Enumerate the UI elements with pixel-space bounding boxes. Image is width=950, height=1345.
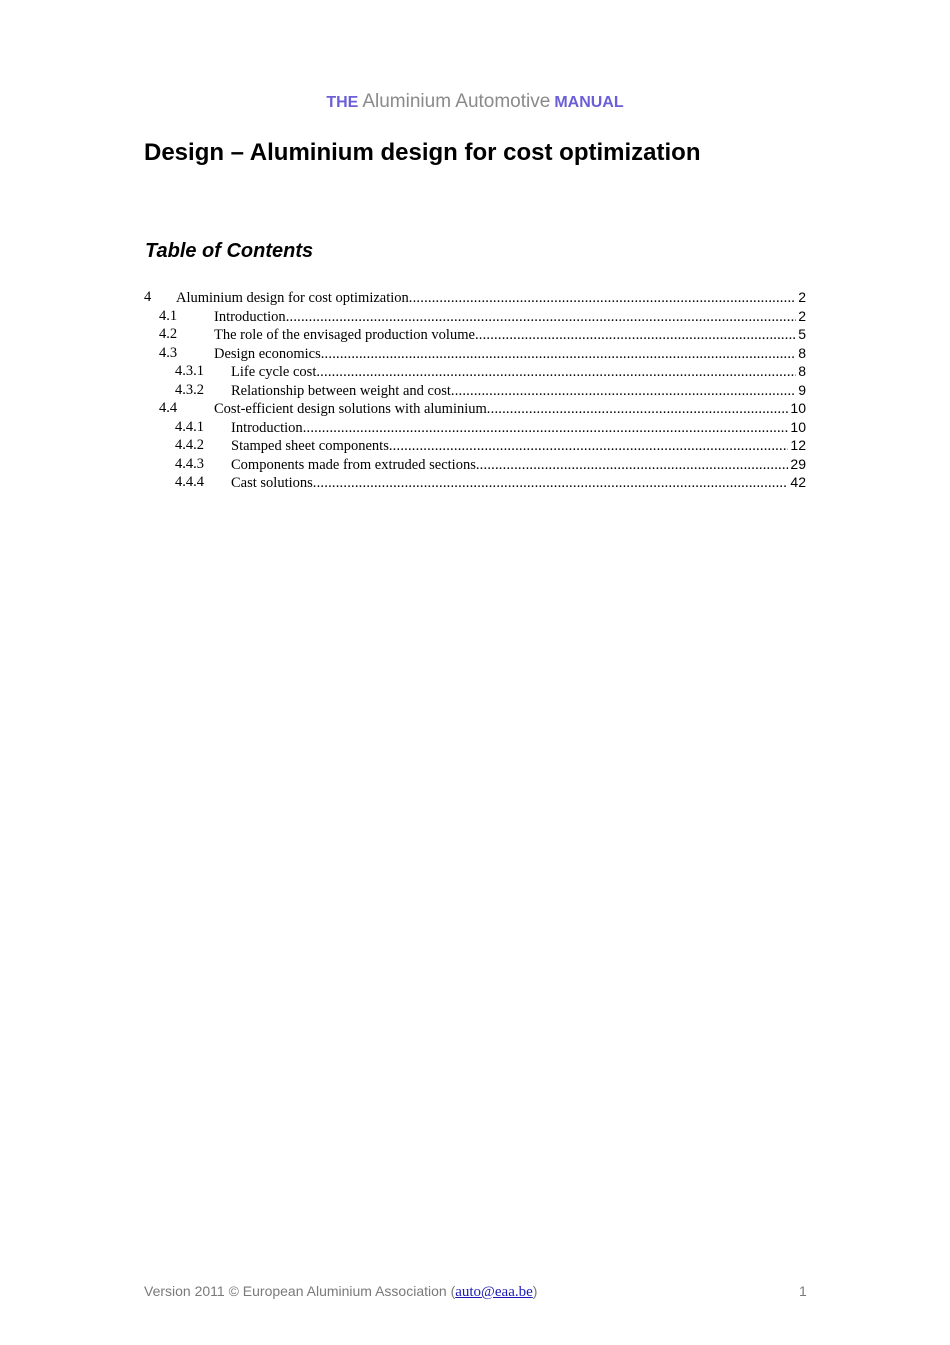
- toc-number: 4.4: [159, 400, 178, 416]
- toc-page: 8: [798, 344, 806, 361]
- toc-entry-4-1[interactable]: [159, 307, 806, 325]
- toc-page: 10: [790, 400, 806, 416]
- toc-number: 4: [144, 289, 152, 305]
- footer-email-link[interactable]: auto@eaa.be: [455, 1284, 533, 1300]
- toc-entry-4-4-1[interactable]: [175, 418, 806, 436]
- toc-label: Cast solutions: [231, 475, 313, 491]
- toc-leader: [476, 456, 789, 474]
- toc-label: Cost-efficient design solutions with aluminium: [214, 401, 487, 417]
- toc-number: 4.3: [159, 344, 178, 361]
- toc-leader: [389, 437, 789, 455]
- toc-number: 4.4.4: [175, 474, 204, 490]
- header-title: Aluminium Automotive: [362, 91, 551, 112]
- toc-entry-4-4[interactable]: [159, 399, 806, 417]
- toc-label: Design economics: [214, 345, 321, 362]
- header-manual: MANUAL: [554, 94, 624, 111]
- toc-page: 10: [790, 418, 806, 435]
- toc-label: Relationship between weight and cost: [231, 382, 451, 399]
- toc-page: 9: [798, 381, 806, 398]
- toc-label: Life cycle cost: [231, 364, 317, 380]
- footer-version: [144, 1283, 537, 1301]
- toc-entry-4-4-2[interactable]: [175, 436, 806, 454]
- toc-page: 29: [790, 455, 806, 472]
- toc-page: 8: [798, 363, 806, 379]
- toc-leader: [286, 308, 797, 326]
- toc-heading: Table of Contents: [145, 240, 314, 262]
- footer-text: Version 2011 © European Aluminium Association (: [144, 1283, 456, 1299]
- toc-entry-4-3[interactable]: [159, 344, 806, 362]
- toc-leader: [475, 326, 796, 344]
- toc-number: 4.4.1: [175, 418, 204, 435]
- toc-label: Stamped sheet components: [231, 438, 389, 454]
- toc-label: The role of the envisaged production volume: [214, 327, 475, 343]
- toc-number: 4.2: [159, 326, 178, 342]
- toc-page: 2: [798, 289, 806, 305]
- footer-text-close: ): [532, 1283, 538, 1299]
- toc-leader: [303, 419, 789, 437]
- toc-label: Introduction: [231, 419, 303, 436]
- toc-entry-4-4-4[interactable]: [175, 473, 806, 491]
- header-the: THE: [326, 94, 359, 111]
- toc-page: 12: [790, 437, 806, 453]
- toc-page: 42: [790, 474, 806, 490]
- document-title: Design – Aluminium design for cost optimization: [144, 139, 701, 166]
- toc-leader: [316, 363, 796, 381]
- toc-entry-4-4-3[interactable]: [175, 455, 806, 473]
- running-header: [0, 91, 950, 113]
- toc-page: 2: [798, 307, 806, 324]
- toc-entry-4-3-2[interactable]: [175, 381, 806, 399]
- toc-leader: [321, 345, 796, 363]
- toc-number: 4.4.3: [175, 455, 204, 472]
- toc-number: 4.3.2: [175, 381, 204, 398]
- toc-leader: [487, 400, 789, 418]
- toc-entry-4-2[interactable]: [159, 325, 806, 343]
- toc-number: 4.4.2: [175, 437, 204, 453]
- toc-leader: [313, 474, 789, 492]
- toc-label: Components made from extruded sections: [231, 456, 476, 473]
- toc-label: Introduction: [214, 308, 286, 325]
- toc-leader: [409, 289, 796, 307]
- toc-label: Aluminium design for cost optimization: [176, 290, 409, 306]
- footer-page-number: 1: [799, 1283, 807, 1299]
- toc-entry-4[interactable]: [144, 288, 806, 306]
- toc-leader: [451, 382, 796, 400]
- toc-number: 4.1: [159, 307, 178, 324]
- toc-page: 5: [798, 326, 806, 342]
- toc-number: 4.3.1: [175, 363, 204, 379]
- toc-entry-4-3-1[interactable]: [175, 362, 806, 380]
